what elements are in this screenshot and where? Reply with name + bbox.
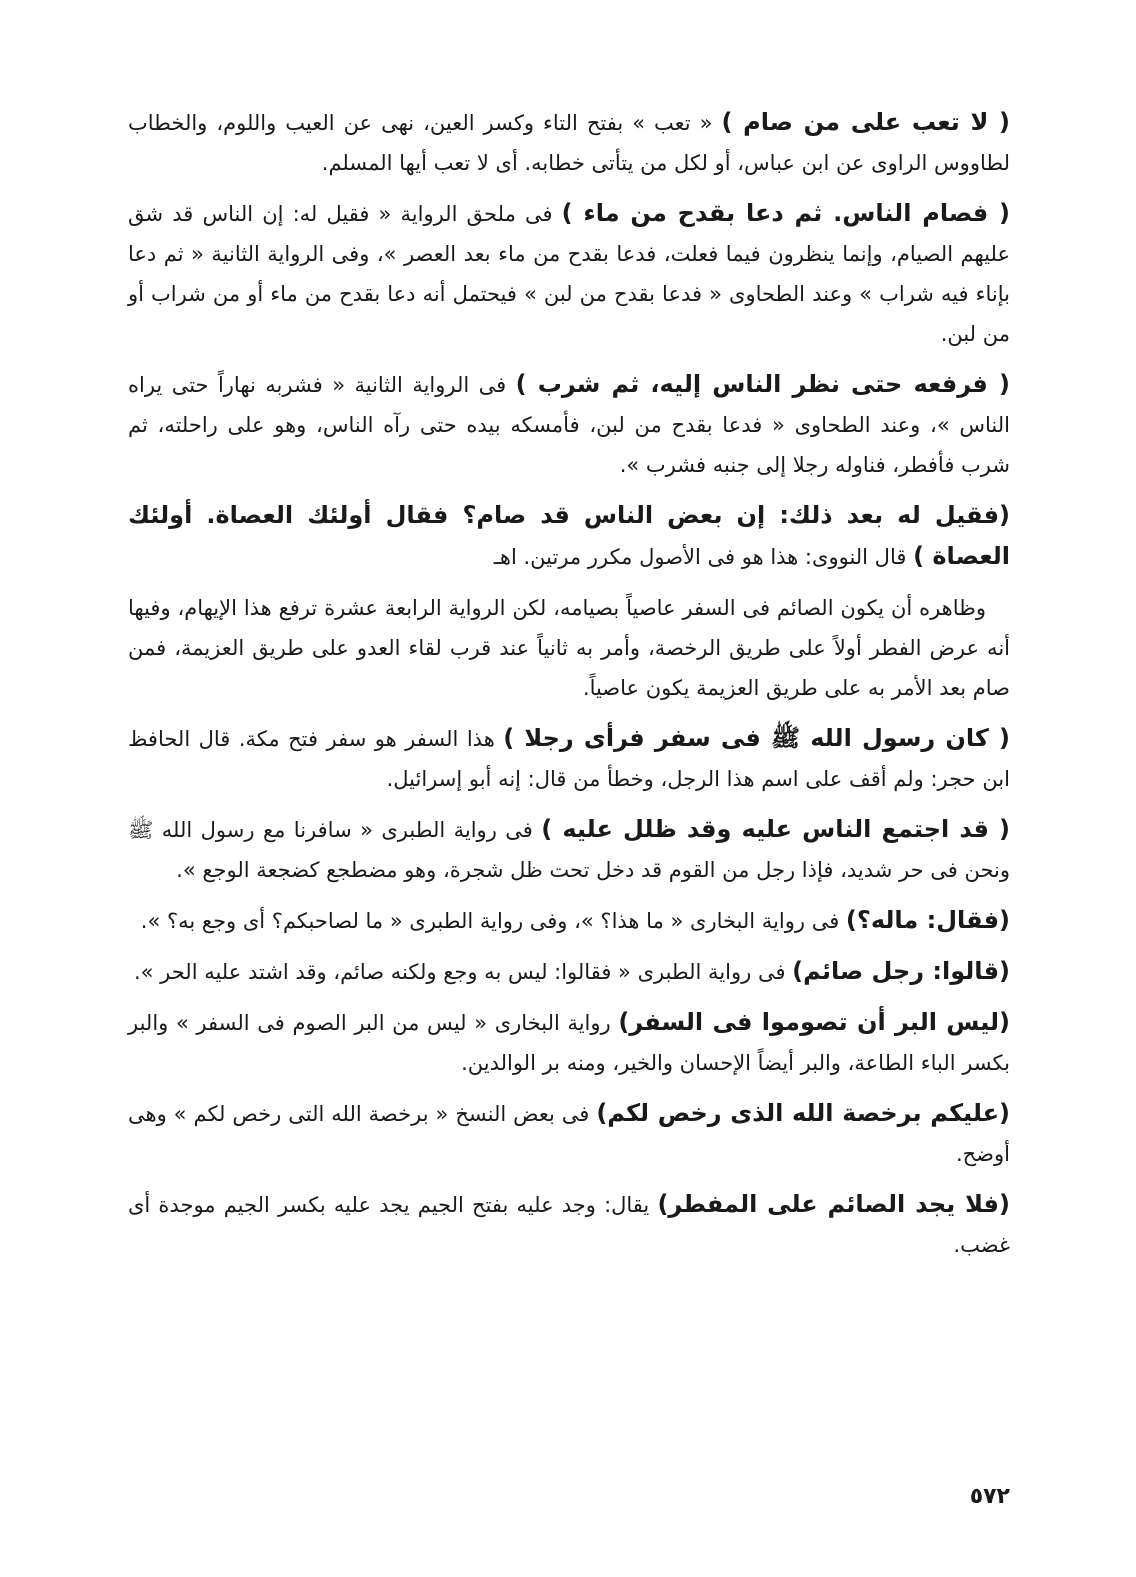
lemma-2: ( فصام الناس. ثم دعا بقدح من ماء )	[561, 199, 1010, 227]
paragraph-11	[128, 1093, 1010, 1174]
paragraph-4-text: قال النووى: هذا هو فى الأصول مكرر مرتين. اهـ	[493, 545, 914, 569]
paragraph-7	[128, 809, 1010, 890]
lemma-9: (قالوا: رجل صائم)	[792, 957, 1010, 985]
lemma-3: ( فرفعه حتى نظر الناس إليه، ثم شرب )	[515, 370, 1010, 398]
paragraph-8-text: فى رواية البخارى « ما هذا؟ »، وفى رواية الطبرى « ما لصاحبكم؟ أى وجع به؟ ».	[140, 909, 846, 933]
lemma-1: ( لا تعب على من صام )	[721, 108, 1010, 136]
paragraph-12	[128, 1184, 1010, 1265]
paragraph-9-text: فى رواية الطبرى « فقالوا: ليس به وجع ولكنه صائم، وقد اشتد عليه الحر ».	[133, 960, 793, 984]
lemma-10: (ليس البر أن تصوموا فى السفر)	[618, 1008, 1010, 1036]
lemma-12: (فلا يجد الصائم على المفطر)	[657, 1190, 1010, 1218]
paragraph-2-text: فى ملحق الرواية « فقيل له: إن الناس قد شق عليهم الصيام، وإنما ينظرون فيما فعلت، فدعا بقدح من ماء بعد العصر »، وفى الرواية الثانية « ثم دعا بإناء فيه شراب » وعند الطحاوى « فدعا بقدح من لبن » فيحتمل أنه دعا بقدح من ماء أو من شراب أو من لبن.	[128, 202, 1010, 346]
paragraph-7-text: فى رواية الطبرى « سافرنا مع رسول الله ﷺ ونحن فى حر شديد، فإذا رجل من القوم قد دخل تحت ظل شجرة، وهو مضطجع كضجعة الوجع ».	[128, 818, 1010, 882]
paragraph-1-text: « تعب » بفتح التاء وكسر العين، نهى عن العيب واللوم، والخطاب لطاووس الراوى عن ابن عباس، أو لكل من يتأتى خطابه. أى لا تعب أيها المسلم.	[128, 111, 1010, 175]
lemma-4: (فقيل له بعد ذلك: إن بعض الناس قد صام؟ فقال أولئك العصاة. أولئك العصاة )	[128, 501, 1010, 570]
paragraph-10-text: رواية البخارى « ليس من البر الصوم فى السفر » والبر بكسر الباء الطاعة، والبر أيضاً الإحسان والخير، ومنه بر الوالدين.	[128, 1011, 1010, 1075]
lemma-11: (عليكم برخصة الله الذى رخص لكم)	[596, 1099, 1010, 1127]
lemma-7: ( قد اجتمع الناس عليه وقد ظلل عليه )	[541, 815, 1011, 843]
paragraph-6-text: هذا السفر هو سفر فتح مكة. قال الحافظ ابن حجر: ولم أقف على اسم هذا الرجل، وخطأ من قال: إنه أبو إسرائيل.	[128, 727, 1010, 791]
paragraph-2	[128, 193, 1010, 354]
paragraph-12-text: يقال: وجد عليه بفتح الجيم يجد عليه بكسر الجيم موجدة أى غضب.	[128, 1193, 1010, 1257]
commentary-text	[128, 102, 1010, 1275]
paragraph-5-text: وظاهره أن يكون الصائم فى السفر عاصياً بصيامه، لكن الرواية الرابعة عشرة ترفع هذا الإيهام، وفيها أنه عرض الفطر أولاً على طريق الرخصة، وأمر به ثانياً عند قرب لقاء العدو على طريق العزيمة، فمن صام بعد الأمر به على طريق العزيمة يكون عاصياً.	[128, 596, 1010, 700]
paragraph-6	[128, 718, 1010, 799]
paragraph-10	[128, 1002, 1010, 1083]
paragraph-1	[128, 102, 1010, 183]
paragraph-4	[128, 495, 1010, 577]
paragraph-5	[128, 587, 1010, 708]
paragraph-8	[128, 900, 1010, 941]
lemma-6: ( كان رسول الله ﷺ فى سفر فرأى رجلا )	[503, 724, 1010, 752]
paragraph-3-text: فى الرواية الثانية « فشربه نهاراً حتى يراه الناس »، وعند الطحاوى « فدعا بقدح من لبن، فأمسكه بيده حتى رآه الناس، وهو على راحلته، ثم شرب فأفطر، فناوله رجلا إلى جنبه فشرب ».	[128, 373, 1010, 477]
paragraph-11-text: فى بعض النسخ « برخصة الله التى رخص لكم » وهى أوضح.	[128, 1102, 1010, 1166]
lemma-8: (فقال: ماله؟)	[845, 906, 1010, 934]
paragraph-3	[128, 364, 1010, 485]
page-number: ٥٧٢	[969, 1484, 1010, 1509]
paragraph-9	[128, 951, 1010, 992]
